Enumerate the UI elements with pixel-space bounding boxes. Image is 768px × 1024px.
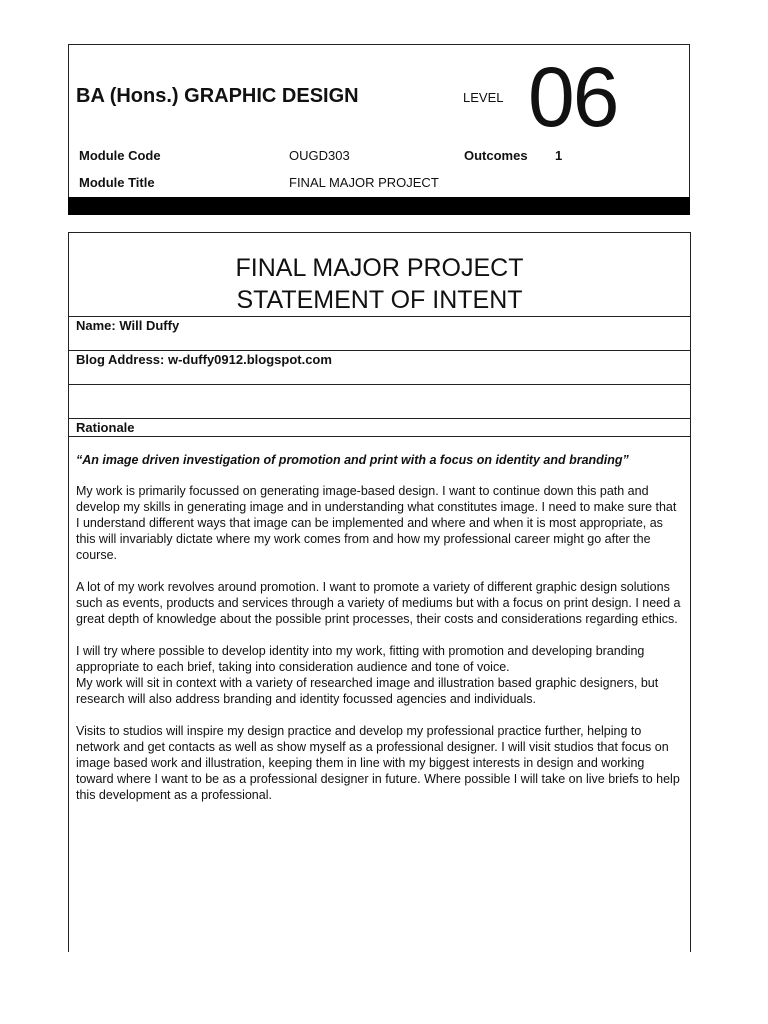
module-header <box>68 44 690 215</box>
heading-line-1: FINAL MAJOR PROJECT <box>235 254 524 282</box>
course-title: BA (Hons.) GRAPHIC DESIGN <box>76 85 359 107</box>
paragraph-image: My work is primarily focussed on generating image-based design. I want to continue down this path and develop my skills in generating image and in understanding what constitutes image. I need to make sure that I understand different ways that image can be implemented and where and when it is most appropriate, as this will invariably dictate where my work comes from and how my professional career might go after the course. <box>76 484 677 562</box>
module-title-value: FINAL MAJOR PROJECT <box>289 175 439 190</box>
paragraph-identity: I will try where possible to develop identity into my work, fitting with promotion and developing branding appropriate to each brief, taking into consideration audience and tone of voice. <box>76 644 645 674</box>
rationale-divider <box>69 436 690 437</box>
header-divider-bar <box>68 197 690 215</box>
level-label: LEVEL <box>463 90 504 105</box>
name-row <box>69 316 690 351</box>
outcomes-value: 1 <box>555 148 563 163</box>
statement-form <box>68 232 691 952</box>
paragraph-studios: Visits to studios will inspire my design practice and develop my professional practice further, helping to network and get contacts as well as show myself as a professional designer. I will visit studios that focus on image based work and illustration, keeping them in line with my biggest interests in design and working toward where I want to be as a professional designer in future. Where possible I will take on live briefs to help this development as a professional. <box>76 724 680 802</box>
paragraph-promotion: A lot of my work revolves around promotion. I want to promote a variety of different graphic design solutions such as events, products and services through a variety of mediums but with a focus on print design. I need a great depth of knowledge about the possible print processes, their costs and considerations regarding ethics. <box>76 580 681 626</box>
name-field: Name: Will Duffy <box>76 318 180 333</box>
form-heading <box>69 252 690 316</box>
heading-line-2: STATEMENT OF INTENT <box>236 286 523 314</box>
rationale-label: Rationale <box>76 420 135 435</box>
rationale-body <box>76 452 682 819</box>
blog-row <box>69 350 690 385</box>
module-code-value: OUGD303 <box>289 148 350 163</box>
paragraph-context: My work will sit in context with a variety of researched image and illustration based graphic designers, but research will also address branding and identity focussed agencies and individuals. <box>76 676 659 706</box>
outcomes-label: Outcomes <box>464 148 528 163</box>
level-number: 06 <box>528 50 618 144</box>
intent-quote: “An image driven investigation of promotion and print with a focus on identity and branding” <box>76 453 629 467</box>
module-title-label: Module Title <box>79 175 155 190</box>
rationale-row <box>69 418 690 437</box>
blog-address-field: Blog Address: w-duffy0912.blogspot.com <box>76 352 332 367</box>
blank-row <box>69 384 690 419</box>
module-code-label: Module Code <box>79 148 161 163</box>
